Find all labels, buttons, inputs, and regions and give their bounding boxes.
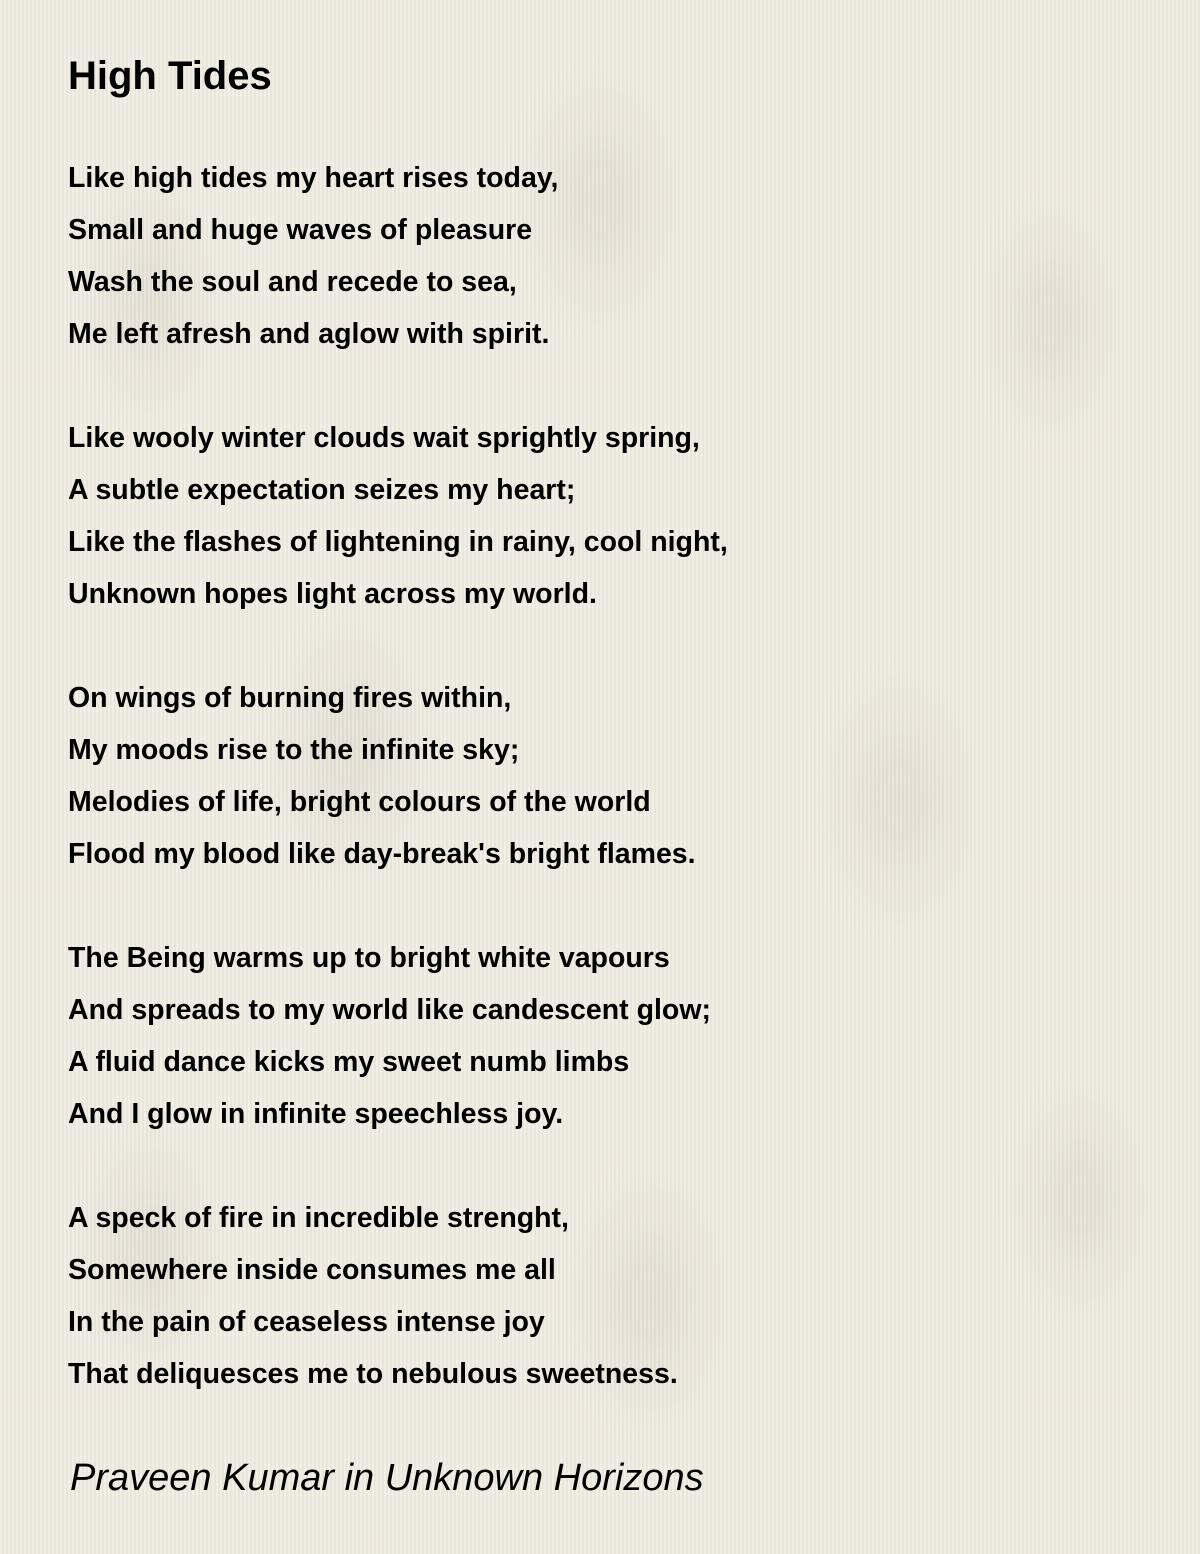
poem-title: High Tides — [68, 54, 272, 98]
stanza-2 — [68, 412, 1148, 620]
poem-line: On wings of burning fires within, — [68, 682, 512, 714]
poem-line: Unknown hopes light across my world. — [68, 578, 597, 610]
stanza-5 — [68, 1192, 1148, 1400]
poem-line: In the pain of ceaseless intense joy — [68, 1306, 545, 1338]
poem-line: Like high tides my heart rises today, — [68, 162, 559, 194]
poem-line: Like wooly winter clouds wait sprightly spring, — [68, 422, 700, 454]
poem-line: And spreads to my world like candescent glow; — [68, 994, 711, 1026]
poem-line: A subtle expectation seizes my heart; — [68, 474, 576, 506]
poem-line: Wash the soul and recede to sea, — [68, 266, 517, 298]
stanza-1 — [68, 152, 1148, 360]
poem-line: My moods rise to the infinite sky; — [68, 734, 520, 766]
poem-line: Melodies of life, bright colours of the world — [68, 786, 651, 818]
poem-line: The Being warms up to bright white vapours — [68, 942, 670, 974]
poem-attribution: Praveen Kumar in Unknown Horizons — [70, 1457, 704, 1499]
stanza-4 — [68, 932, 1148, 1140]
poem-line: Somewhere inside consumes me all — [68, 1254, 556, 1286]
poem-line: Me left afresh and aglow with spirit. — [68, 318, 550, 350]
poem-line: Small and huge waves of pleasure — [68, 214, 533, 246]
poem-line: And I glow in infinite speechless joy. — [68, 1098, 564, 1130]
poem-line: Flood my blood like day-break's bright flames. — [68, 838, 696, 870]
poem-body — [68, 152, 1148, 1452]
poem-line: A speck of fire in incredible strenght, — [68, 1202, 569, 1234]
stanza-3 — [68, 672, 1148, 880]
poem-line: That deliquesces me to nebulous sweetness. — [68, 1358, 678, 1390]
poem-line: A fluid dance kicks my sweet numb limbs — [68, 1046, 630, 1078]
poem-line: Like the flashes of lightening in rainy, cool night, — [68, 526, 728, 558]
